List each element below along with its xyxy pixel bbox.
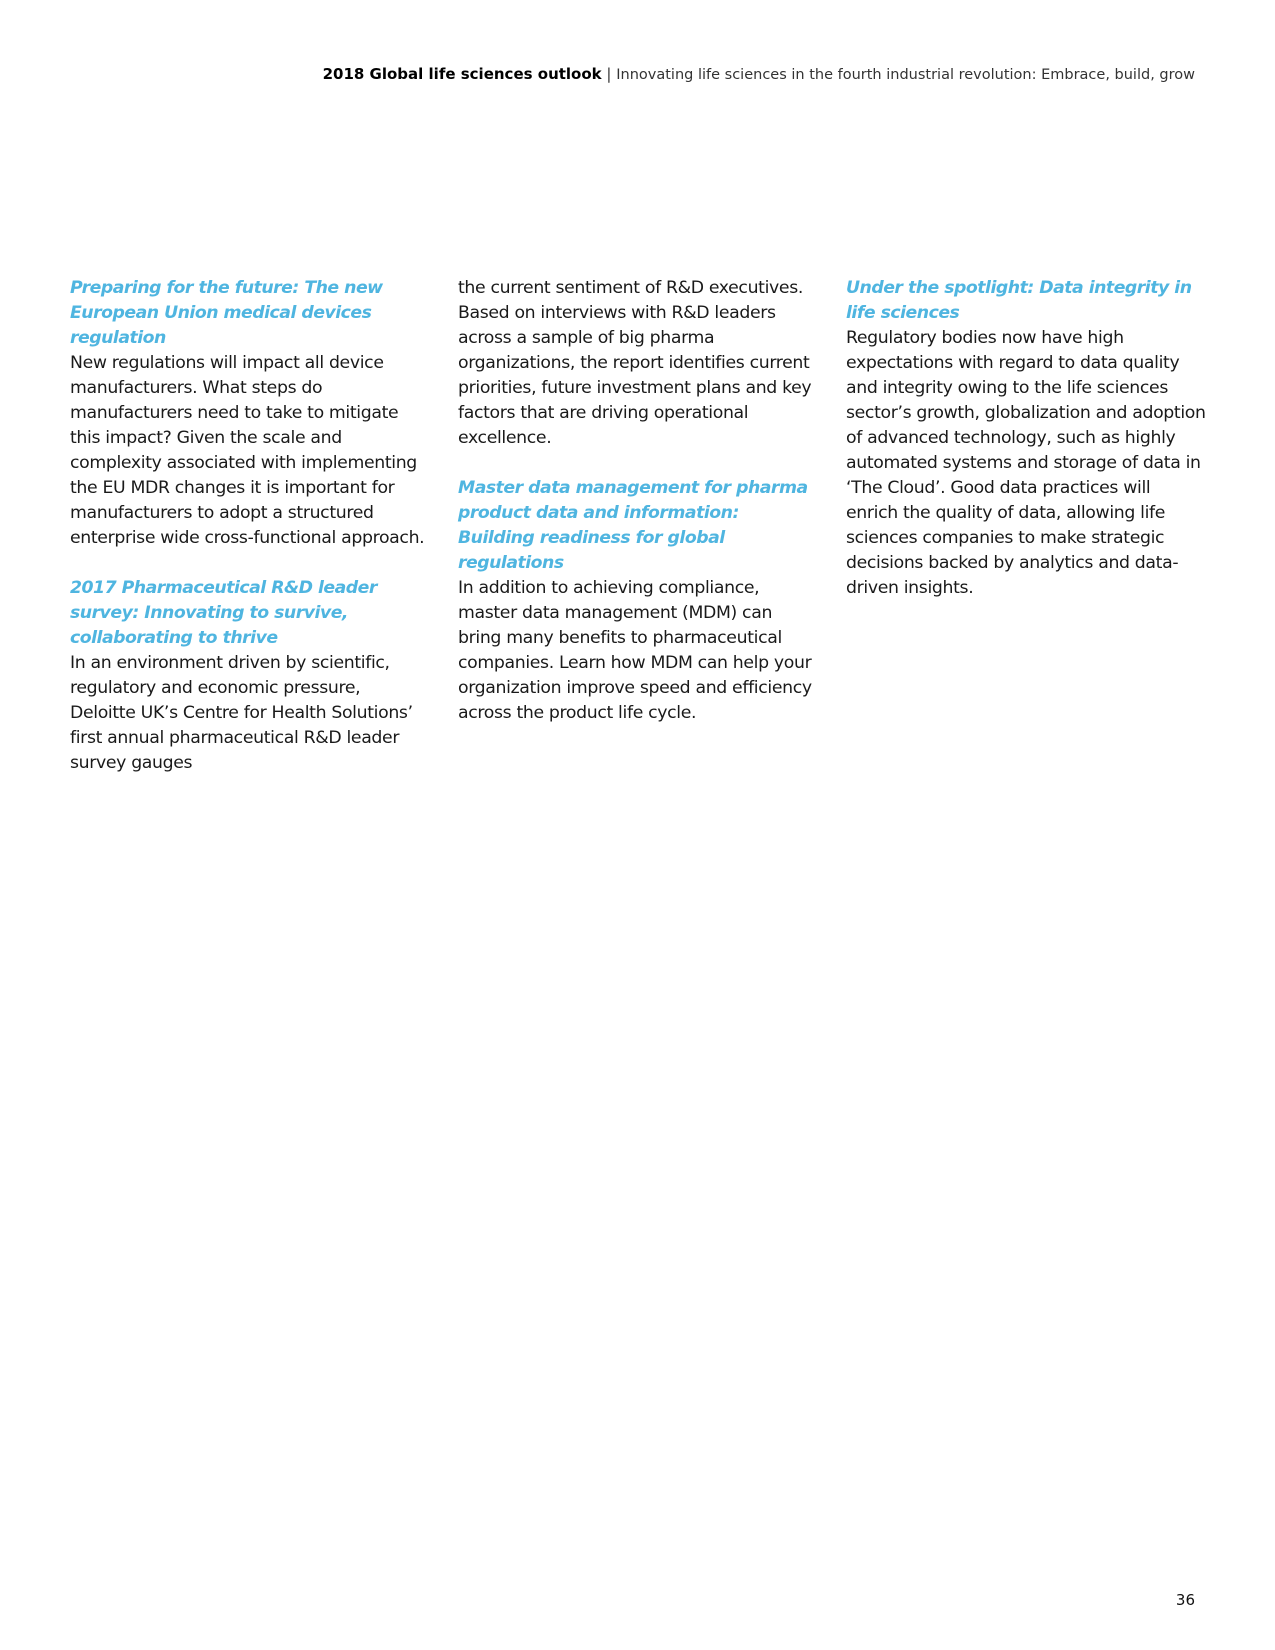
- page-number: 36: [1175, 1591, 1195, 1609]
- report-title: 2018 Global life sciences outlook: [322, 65, 602, 83]
- column-3: [846, 276, 1206, 601]
- section-body-data-integrity: Regulatory bodies now have high expectations with regard to data quality and integrity owing to the life sciences sector’s growth, globalization and adoption of advanced technology, such as highly automated systems and storage of data in ‘The Cloud’. Good data practices will enrich the quality of data, allowing life sciences companies to make strategic decisions backed by analytics and data-driven insights.: [846, 328, 1206, 598]
- section-heading-eu-mdr[interactable]: Preparing for the future: The new European Union medical devices regulation: [70, 278, 383, 348]
- report-subtitle: Innovating life sciences in the fourth industrial revolution: Embrace, build, grow: [616, 67, 1195, 83]
- column-1: [70, 276, 430, 776]
- section-heading-mdm[interactable]: Master data management for pharma product data and information: Building readiness for global regulations: [458, 478, 808, 573]
- section-body-eu-mdr: New regulations will impact all device manufacturers. What steps do manufacturers need to take to mitigate this impact? Given the scale and complexity associated with implementing the EU MDR changes it is important for manufacturers to adopt a structured enterprise wide cross-functional approach.: [70, 353, 425, 548]
- section-heading-rd-survey[interactable]: 2017 Pharmaceutical R&D leader survey: Innovating to survive, collaborating to thrive: [70, 578, 377, 648]
- section-body-rd-survey-continued: the current sentiment of R&D executives. Based on interviews with R&D leaders across a sample of big pharma organizations, the report identifies current priorities, future investment plans and key factors that are driving operational excellence.: [458, 278, 812, 448]
- page-header: [323, 65, 1195, 83]
- section-body-mdm: In addition to achieving compliance, master data management (MDM) can bring many benefits to pharmaceutical companies. Learn how MDM can help your organization improve speed and efficiency across the product life cycle.: [458, 578, 812, 723]
- header-separator: |: [601, 65, 617, 83]
- section-body-rd-survey: In an environment driven by scientific, regulatory and economic pressure, Deloitte UK’s Centre for Health Solutions’ first annual pharmaceutical R&D leader survey gauges: [70, 653, 413, 773]
- section-heading-data-integrity[interactable]: Under the spotlight: Data integrity in life sciences: [846, 278, 1192, 323]
- column-2: [458, 276, 818, 726]
